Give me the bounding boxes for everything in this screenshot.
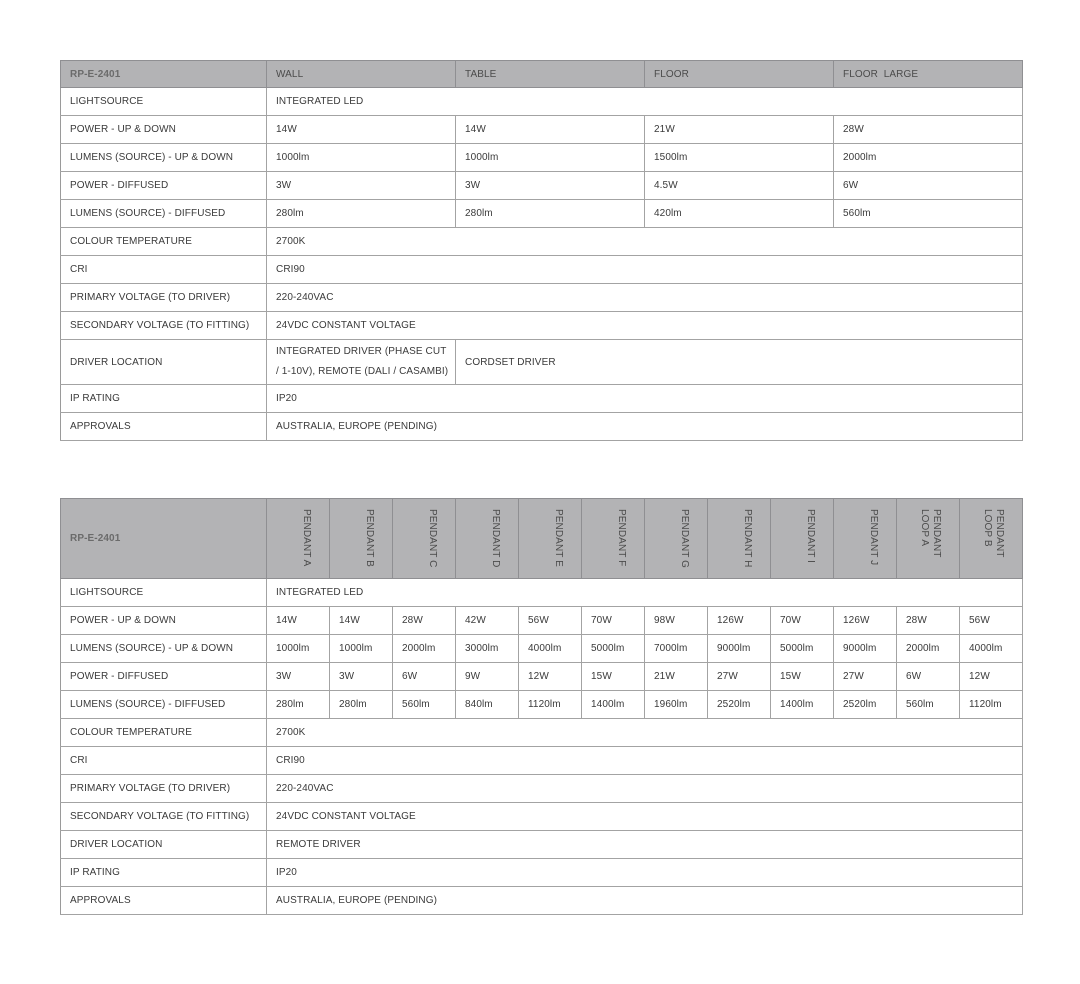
row-label: LUMENS (SOURCE) - UP & DOWN (61, 635, 267, 663)
table-row (61, 635, 1023, 663)
cell-value: 4.5W (645, 172, 834, 200)
column-header-floor-large: FLOOR LARGE (834, 61, 1023, 88)
cell-value: 56W (519, 607, 582, 635)
cell-value: 1400lm (582, 691, 645, 719)
cell-value: 14W (267, 116, 456, 144)
cell-value: 280lm (330, 691, 393, 719)
row-label: POWER - UP & DOWN (61, 607, 267, 635)
cell-value: 1000lm (267, 144, 456, 172)
column-header-wall: WALL (267, 61, 456, 88)
row-label: POWER - DIFFUSED (61, 663, 267, 691)
cell-value: 70W (582, 607, 645, 635)
row-label: PRIMARY VOLTAGE (TO DRIVER) (61, 775, 267, 803)
table-row (61, 747, 1023, 775)
row-label: LUMENS (SOURCE) - DIFFUSED (61, 691, 267, 719)
row-label: LUMENS (SOURCE) - DIFFUSED (61, 200, 267, 228)
row-value: AUSTRALIA, EUROPE (PENDING) (267, 413, 1023, 441)
row-label: APPROVALS (61, 887, 267, 915)
row-value: INTEGRATED LED (267, 579, 1023, 607)
cell-value: 98W (645, 607, 708, 635)
column-header-floor: FLOOR (645, 61, 834, 88)
table-row (61, 887, 1023, 915)
cell-value: 4000lm (960, 635, 1023, 663)
row-label: POWER - UP & DOWN (61, 116, 267, 144)
table-row (61, 691, 1023, 719)
table-row (61, 228, 1023, 256)
row-label: PRIMARY VOLTAGE (TO DRIVER) (61, 284, 267, 312)
row-label: APPROVALS (61, 413, 267, 441)
row-label: SECONDARY VOLTAGE (TO FITTING) (61, 803, 267, 831)
row-value: IP20 (267, 385, 1023, 413)
row-label: CRI (61, 256, 267, 284)
column-header-pendant-c (393, 499, 456, 579)
cell-value: 1400lm (771, 691, 834, 719)
cell-value: 560lm (897, 691, 960, 719)
cell-value: 15W (582, 663, 645, 691)
spec-table-pendants (60, 498, 1023, 915)
row-label: IP RATING (61, 385, 267, 413)
cell-value: 5000lm (771, 635, 834, 663)
table-row (61, 607, 1023, 635)
table-row (61, 803, 1023, 831)
cell-value: 4000lm (519, 635, 582, 663)
cell-value: 2000lm (393, 635, 456, 663)
cell-value: 3000lm (456, 635, 519, 663)
cell-value: 6W (834, 172, 1023, 200)
table-header-row (61, 499, 1023, 579)
row-label: COLOUR TEMPERATURE (61, 719, 267, 747)
cell-value: 9000lm (708, 635, 771, 663)
row-value: 220-240VAC (267, 284, 1023, 312)
product-code: RP-E-2401 (61, 61, 267, 88)
cell-value: 27W (834, 663, 897, 691)
row-label: LIGHTSOURCE (61, 579, 267, 607)
cell-value: 12W (519, 663, 582, 691)
column-header-pendant-a (267, 499, 330, 579)
column-header-label: PENDANT H (742, 509, 753, 568)
cell-value: 12W (960, 663, 1023, 691)
row-label: DRIVER LOCATION (61, 831, 267, 859)
column-header-label: PENDANT F (616, 509, 627, 567)
row-value: 24VDC CONSTANT VOLTAGE (267, 803, 1023, 831)
table-row (61, 385, 1023, 413)
table-row (61, 663, 1023, 691)
cell-value: 6W (897, 663, 960, 691)
cell-value: 1000lm (456, 144, 645, 172)
cell-value: 280lm (456, 200, 645, 228)
table-row (61, 831, 1023, 859)
column-header-pendant-e (519, 499, 582, 579)
table-row (61, 719, 1023, 747)
column-header-pendant-f (582, 499, 645, 579)
table-row (61, 859, 1023, 887)
cell-value: 21W (645, 116, 834, 144)
cell-value: 6W (393, 663, 456, 691)
cell-value: 560lm (393, 691, 456, 719)
cell-value: 5000lm (582, 635, 645, 663)
row-label: LIGHTSOURCE (61, 88, 267, 116)
cell-value: 560lm (834, 200, 1023, 228)
column-header-label: PENDANT J (868, 509, 879, 566)
cell-value: 27W (708, 663, 771, 691)
column-header-label: PENDANT LOOP B (982, 509, 1005, 558)
column-header-label: PENDANT G (679, 509, 690, 569)
table-row (61, 284, 1023, 312)
table-header-row (61, 61, 1023, 88)
table-row (61, 579, 1023, 607)
column-header-table: TABLE (456, 61, 645, 88)
column-header-label: PENDANT LOOP A (919, 509, 942, 558)
cell-value: 56W (960, 607, 1023, 635)
column-header-pendant-j (834, 499, 897, 579)
column-header-pendant-loop-b (960, 499, 1023, 579)
cell-value: 2520lm (834, 691, 897, 719)
cell-value: 1000lm (330, 635, 393, 663)
cell-value: 28W (834, 116, 1023, 144)
row-label: DRIVER LOCATION (61, 340, 267, 385)
column-header-label: PENDANT D (490, 509, 501, 568)
column-header-pendant-d (456, 499, 519, 579)
cell-value: 28W (393, 607, 456, 635)
table-row (61, 172, 1023, 200)
cell-value: 42W (456, 607, 519, 635)
cell-value: 126W (708, 607, 771, 635)
cell-value: 3W (330, 663, 393, 691)
column-header-label: PENDANT E (553, 509, 564, 567)
row-value: CORDSET DRIVER (456, 340, 1023, 385)
cell-value: 126W (834, 607, 897, 635)
cell-value: 14W (267, 607, 330, 635)
cell-value: 9W (456, 663, 519, 691)
row-value: INTEGRATED LED (267, 88, 1023, 116)
column-header-label: PENDANT I (805, 509, 816, 564)
cell-value: 2000lm (897, 635, 960, 663)
cell-value: 7000lm (645, 635, 708, 663)
row-label: SECONDARY VOLTAGE (TO FITTING) (61, 312, 267, 340)
cell-value: 1960lm (645, 691, 708, 719)
cell-value: 280lm (267, 691, 330, 719)
cell-value: 70W (771, 607, 834, 635)
row-value: REMOTE DRIVER (267, 831, 1023, 859)
column-header-label: PENDANT B (364, 509, 375, 567)
column-header-pendant-g (645, 499, 708, 579)
column-header-pendant-loop-a (897, 499, 960, 579)
cell-value: 1120lm (519, 691, 582, 719)
cell-value: 3W (267, 172, 456, 200)
row-label: COLOUR TEMPERATURE (61, 228, 267, 256)
cell-value: 15W (771, 663, 834, 691)
cell-value: 2000lm (834, 144, 1023, 172)
cell-value: 3W (267, 663, 330, 691)
cell-value: 14W (456, 116, 645, 144)
table-row (61, 413, 1023, 441)
cell-value: 1500lm (645, 144, 834, 172)
row-value: CRI90 (267, 747, 1023, 775)
row-label: IP RATING (61, 859, 267, 887)
row-value: AUSTRALIA, EUROPE (PENDING) (267, 887, 1023, 915)
column-header-label: PENDANT C (427, 509, 438, 568)
row-value: 2700K (267, 719, 1023, 747)
table-row (61, 144, 1023, 172)
row-value: 24VDC CONSTANT VOLTAGE (267, 312, 1023, 340)
cell-value: 420lm (645, 200, 834, 228)
product-code: RP-E-2401 (61, 499, 267, 579)
cell-value: 840lm (456, 691, 519, 719)
spec-table-fixtures (60, 60, 1023, 441)
cell-value: 2520lm (708, 691, 771, 719)
row-label: CRI (61, 747, 267, 775)
table-row (61, 256, 1023, 284)
row-value: CRI90 (267, 256, 1023, 284)
cell-value: 280lm (267, 200, 456, 228)
table-row (61, 116, 1023, 144)
table-row (61, 340, 1023, 385)
cell-value: 14W (330, 607, 393, 635)
table-row (61, 775, 1023, 803)
row-label: LUMENS (SOURCE) - UP & DOWN (61, 144, 267, 172)
cell-value: 1120lm (960, 691, 1023, 719)
column-header-label: PENDANT A (301, 509, 312, 567)
row-value: INTEGRATED DRIVER (PHASE CUT / 1-10V), REMOTE (DALI / CASAMBI) (267, 340, 456, 385)
cell-value: 28W (897, 607, 960, 635)
row-value: IP20 (267, 859, 1023, 887)
cell-value: 21W (645, 663, 708, 691)
cell-value: 9000lm (834, 635, 897, 663)
row-value: 2700K (267, 228, 1023, 256)
column-header-pendant-h (708, 499, 771, 579)
cell-value: 3W (456, 172, 645, 200)
table-row (61, 312, 1023, 340)
cell-value: 1000lm (267, 635, 330, 663)
column-header-pendant-i (771, 499, 834, 579)
table-row (61, 200, 1023, 228)
row-value: 220-240VAC (267, 775, 1023, 803)
table-row (61, 88, 1023, 116)
column-header-pendant-b (330, 499, 393, 579)
row-label: POWER - DIFFUSED (61, 172, 267, 200)
